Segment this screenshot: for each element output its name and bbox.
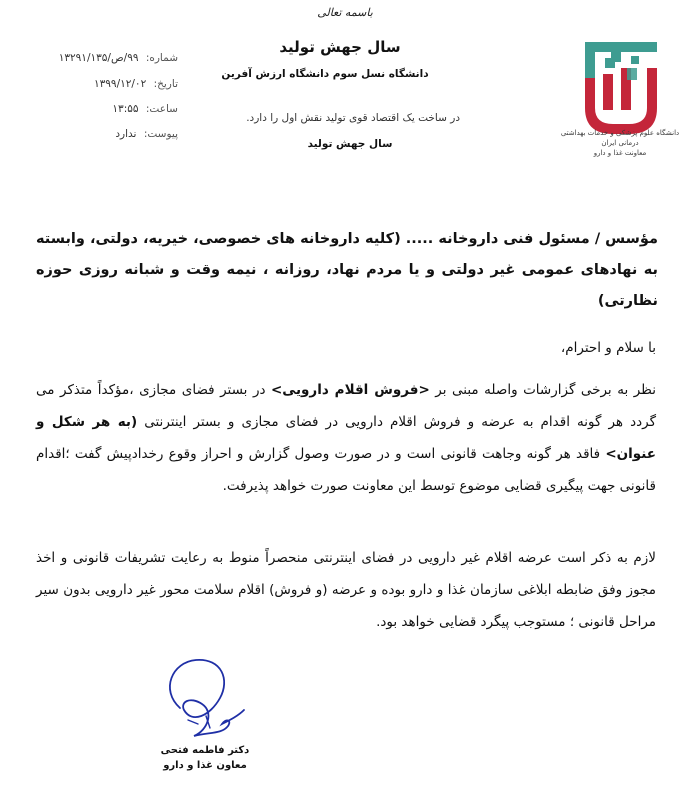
- signatory-name: دکتر فاطمه فتحی: [160, 745, 250, 756]
- letter-attachment: [58, 128, 178, 140]
- letter-date: [58, 78, 178, 90]
- letter-attachment-label: پیوست:: [143, 128, 178, 140]
- logo-caption-line2: معاونت غذا و دارو: [593, 149, 647, 157]
- letter-number-label: شماره:: [145, 52, 178, 64]
- year-signoff: سال جهش تولید: [307, 138, 393, 150]
- letter-date-label: تاریخ:: [153, 78, 178, 90]
- logo-caption-line1: دانشگاه علوم پزشکی و خدمات بهداشتی درمانی ایران: [560, 129, 680, 147]
- letter-time: [58, 103, 178, 115]
- letter-paragraph-1: [36, 374, 656, 502]
- letter-number: [58, 52, 178, 64]
- handwritten-signature-icon: [150, 650, 260, 750]
- paragraph-1-text-b: در بستر فضای مجازی ،مؤکداً متذکر می گردد هر گونه اقدام به عرضه و فروش اقلام دارویی در فضای مجازی و بستر اینترنتی: [36, 382, 656, 430]
- letter-paragraph-2: لازم به ذکر است عرضه اقلام غیر دارویی در فضای اینترنتی منحصراً منوط به رعایت تشریفات قانونی و اخذ مجوز وفق ضابطه ابلاغی سازمان غذا و دارو بوده و عرضه (و فروش) اقلام سلامت محور غیر دارویی بدون سیر مراحل قانونی ؛ مستوجب پیگرد قضایی خواهد بود.: [36, 550, 656, 630]
- university-line: دانشگاه نسل سوم دانشگاه ارزش آفرین: [221, 68, 429, 80]
- paragraph-1-bold-b: (به هر شکل و عنوان>: [36, 414, 656, 462]
- letter-time-value: ۱۳:۵۵: [112, 103, 139, 115]
- letter-number-value: ۹۹/ص/۱۳۲۹۱/۱۳۵: [58, 52, 139, 64]
- paragraph-1-bold-a: <فروش اقلام دارویی>: [271, 382, 430, 398]
- logo-caption: [560, 128, 680, 158]
- letter-addressee: مؤسس / مسئول فنی داروخانه ..... (کلیه داروخانه های خصوصی، خیریه، دولتی، وابسته به نهادهای عمومی غیر دولتی و یا مردم نهاد، روزانه ، نیمه وقت و شبانه روزی حوزه نظارتی): [36, 231, 658, 309]
- bismillah: باسمه تعالی: [317, 6, 373, 19]
- letter-greeting: با سلام و احترام،: [560, 340, 656, 356]
- slogan-line: در ساخت یک اقتصاد قوی تولید نقش اول را دارد.: [246, 112, 460, 124]
- letter-date-value: ۱۳۹۹/۱۲/۰۲: [94, 78, 147, 90]
- letter-attachment-value: ندارد: [115, 128, 137, 140]
- signatory-role: معاون غذا و دارو: [163, 760, 247, 771]
- paragraph-1-text-c: فاقد هر گونه وجاهت قانونی است و در صورت وصول گزارش و احراز وقوع رخدادپیش گفت ؛اقدام قانونی جهت پیگیری قضایی موضوع توسط این معاونت صورت خواهد پذیرفت.: [36, 446, 656, 494]
- year-title: سال جهش تولید: [279, 38, 401, 56]
- paragraph-1-text-a: نظر به برخی گزارشات واصله مبنی بر: [429, 382, 656, 398]
- letter-time-label: ساعت:: [145, 103, 178, 115]
